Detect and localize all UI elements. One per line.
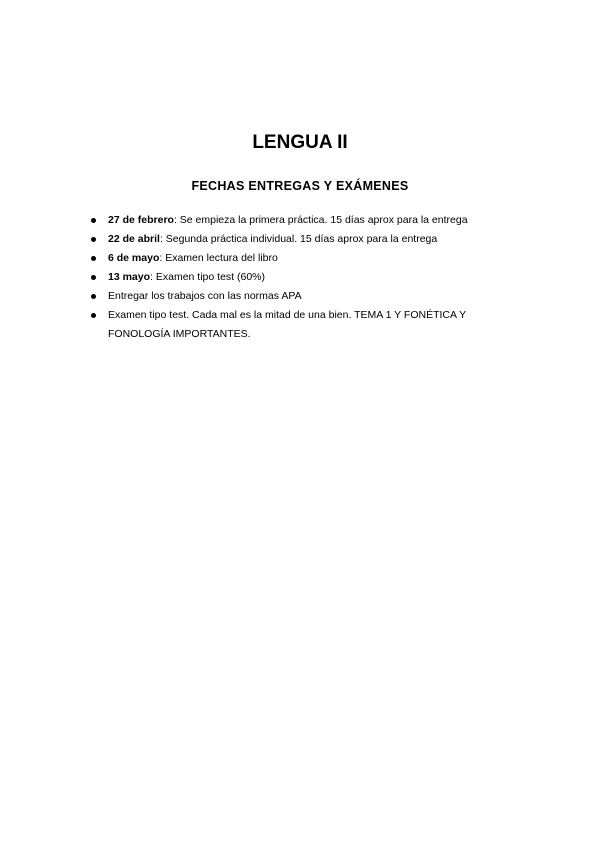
bullet-icon	[91, 275, 96, 280]
bullet-icon	[91, 313, 96, 318]
list-item	[91, 287, 511, 306]
list-item	[91, 249, 511, 268]
item-date: 27 de febrero	[108, 214, 174, 226]
bullet-icon	[91, 256, 96, 261]
item-date: 6 de mayo	[108, 252, 160, 264]
dates-list	[91, 211, 511, 344]
document-subtitle: FECHAS ENTREGAS Y EXÁMENES	[191, 179, 409, 193]
bullet-icon	[91, 237, 96, 242]
item-text: : Segunda práctica individual. 15 días aprox para la entrega	[159, 233, 438, 245]
item-date: 22 de abril	[108, 233, 160, 245]
document-title: LENGUA II	[252, 132, 348, 153]
item-text: : Examen lectura del libro	[159, 252, 278, 264]
bullet-icon	[91, 294, 96, 299]
item-text: Examen tipo test. Cada mal es la mitad de una bien. TEMA 1 Y FONÉTICA Y FONOLOGÍA IMPORTANTES.	[108, 309, 466, 340]
item-text: Entregar los trabajos con las normas APA	[108, 290, 302, 302]
item-date: 13 mayo	[108, 271, 151, 283]
list-item	[91, 211, 511, 230]
bullet-icon	[91, 218, 96, 223]
list-item	[91, 230, 511, 249]
list-item	[91, 306, 511, 344]
list-item	[91, 268, 511, 287]
item-text: : Examen tipo test (60%)	[150, 271, 265, 283]
item-text: : Se empieza la primera práctica. 15 días aprox para la entrega	[173, 214, 468, 226]
